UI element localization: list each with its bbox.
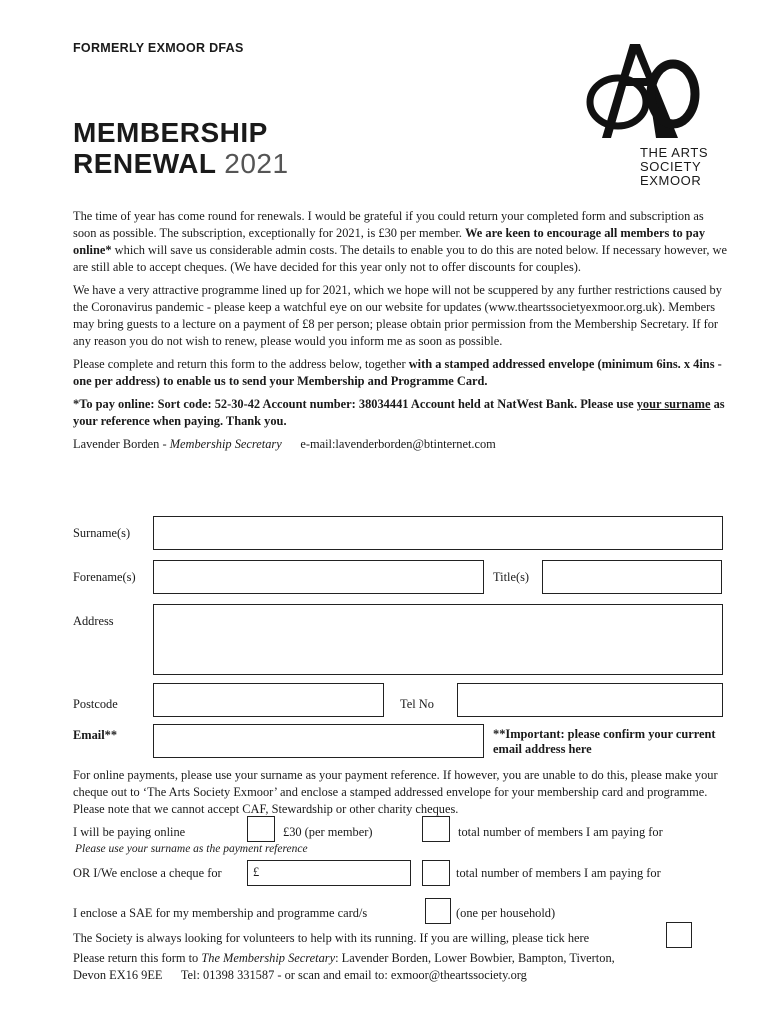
cheque-members-count-label: total number of members I am paying for [456,866,661,880]
intro-paragraph-3 [73,356,728,390]
forename-label: Forename(s) [73,570,136,584]
title-label: Title(s) [493,570,530,584]
volunteer-label: The Society is always looking for volunteers to help with its running. If you are willing, please tick here [73,931,590,945]
online-checkbox[interactable] [247,816,275,842]
intro-paragraph-1 [73,208,728,276]
email-label: Email** [73,728,118,742]
email-input[interactable] [153,724,484,758]
postcode-input[interactable] [153,683,384,717]
return-b: The Membership Secretary [201,951,336,965]
secretary-name: Lavender Borden - [73,437,170,451]
sae-label: I enclose a SAE for my membership and programme card/s [73,906,368,920]
sae-note: (one per household) [456,906,556,920]
intro-paragraph-2: We have a very attractive programme lined up for 2021, which we hope will not be scuppered by any further restrictions caused by the Coronavirus pandemic - please keep a watchful eye on our website for updates (www.theartssocietyexmoor.org.uk). Members may bring guests to a lecture on a payment of £8 per person; please obtain prior permission from the Membership Secretary. If for any reason you do not wish to renew, please would you inform me as soon as possible. [73,283,722,348]
forename-input[interactable] [153,560,484,594]
secretary-email: e-mail:lavenderborden@btinternet.com [300,437,496,451]
sae-checkbox[interactable] [425,898,451,924]
logo-line1: THE ARTS [640,145,709,160]
logo-line3: EXMOOR [640,173,702,188]
intro-p1-c: which will save us considerable admin costs. The details to enable you to do this are noted below. If necessary however, we are still able to accept cheques. (We have decided for this year only not to offer discounts for couples). [73,243,727,274]
online-note-text: Please use your surname as the payment reference [75,843,308,855]
postcode-label: Postcode [73,697,118,711]
online-price: £30 (per member) [283,825,373,839]
online-members-count-input[interactable] [422,816,450,842]
title-input[interactable] [542,560,722,594]
intro-p4-b: your surname [636,397,711,411]
tel-label: Tel No [400,697,434,711]
logo-text [640,146,708,188]
surname-label: Surname(s) [73,526,131,540]
secretary-role: Membership Secretary [169,437,282,451]
online-label: I will be paying online [73,825,186,839]
intro-p1-a: The time of year has come round for renewals. I would be grateful if you could return your completed form and subscription as soon as possible. The subscription, exceptionally for 2021, is £30 per member. [73,209,704,240]
surname-input[interactable] [153,516,723,550]
intro-p1-b: We are keen to encourage all members to pay online* [73,226,706,257]
return-a: Please return this form to [73,951,202,965]
title-line1: MEMBERSHIP [73,117,268,148]
address-label: Address [73,614,114,628]
intro-p4-a: *To pay online: Sort code: 52-30-42 Account number: 38034441 Account held at NatWest Bank. Please use [73,397,634,411]
online-note [75,842,308,857]
title-line2: RENEWAL [73,148,216,179]
online-members-count-label: total number of members I am paying for [458,825,663,839]
tel-input[interactable] [457,683,723,717]
cheque-label: OR I/We enclose a cheque for [73,866,222,880]
cheque-members-count-input[interactable] [422,860,450,886]
intro-text [73,208,728,453]
page-title [73,117,289,179]
title-year: 2021 [224,148,289,179]
email-note: **Important: please confirm your current email address here [493,727,716,756]
cheque-amount-input[interactable] [247,860,411,886]
return-c: : Lavender Borden, Lower Bowbier, Bampton, Tiverton, [335,951,615,965]
return-line2: Devon EX16 9EE Tel: 01398 331587 - or scan and email to: exmoor@theartssociety.org [73,968,527,982]
intro-paragraph-4 [73,396,728,430]
address-input[interactable] [153,604,723,675]
volunteer-checkbox[interactable] [666,922,692,948]
logo-line2: SOCIETY [640,159,702,174]
payment-intro: For online payments, please use your surname as your payment reference. If however, you are unable to do this, please make your cheque out to ‘The Arts Society Exmoor’ and enclose a stamped addressed envelope for your membership card and programme. Please note that we cannot accept CAF, Stewardship or other charity cheques. [73,768,718,816]
pound-sign: £ [253,865,260,879]
intro-p3-b: with a stamped addressed envelope (minimum 6ins. x 4ins - one per address) to enable us to send your Membership and Programme Card. [73,357,722,388]
formerly-label: FORMERLY EXMOOR DFAS [73,41,244,55]
arts-society-logo-icon [578,42,728,142]
intro-p3-a: Please complete and return this form to the address below, together [73,357,406,371]
return-address [73,950,733,984]
secretary-line [73,436,728,453]
intro-p4-c: as your reference when paying. Thank you. [73,397,725,428]
